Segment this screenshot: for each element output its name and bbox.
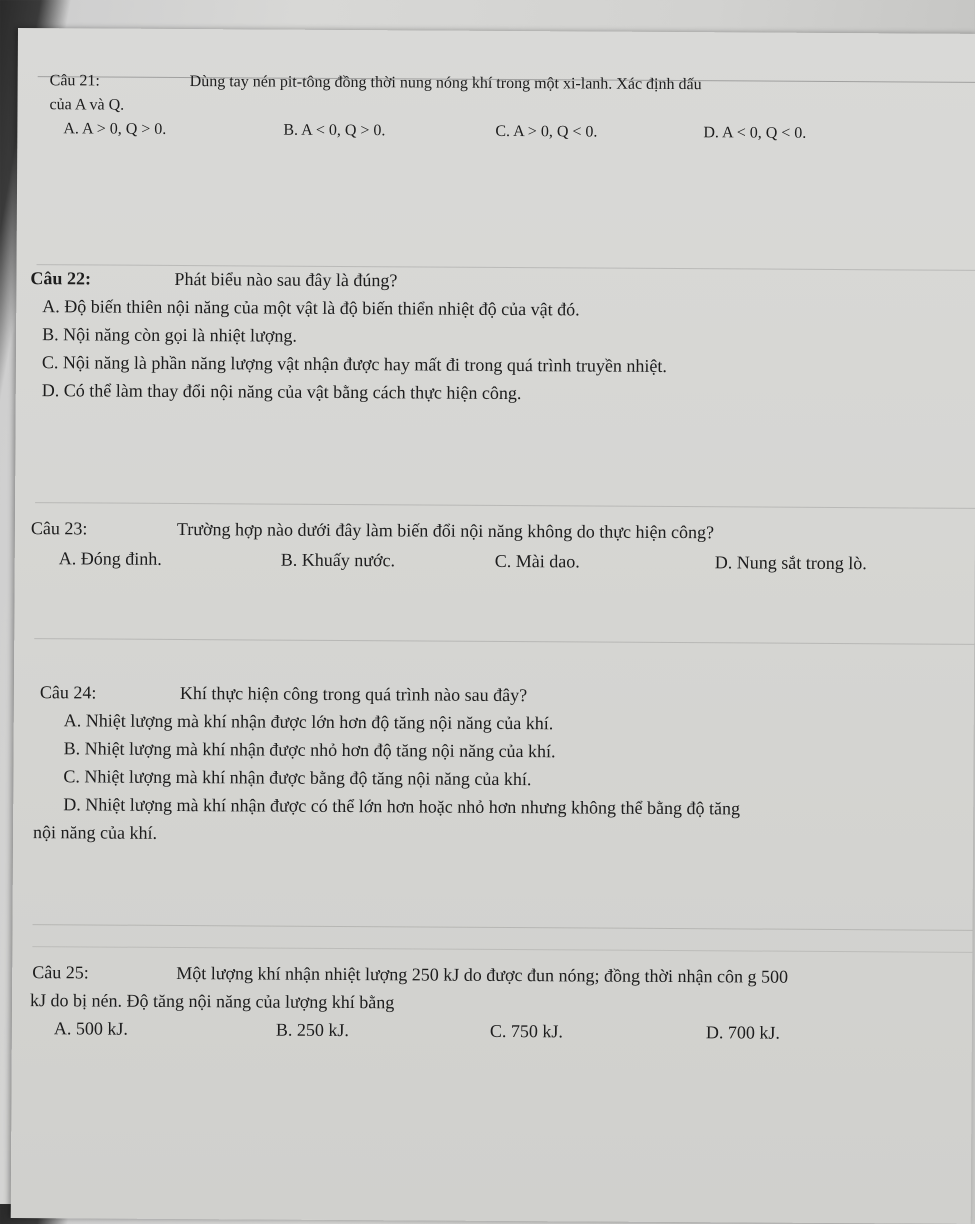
option-b: B. 250 kJ.	[275, 1019, 349, 1041]
option-b: B. Khuấy nước.	[280, 549, 396, 571]
option-c: C. A > 0, Q < 0.	[495, 122, 598, 141]
option-d: D. A < 0, Q < 0.	[703, 124, 807, 142]
option-d-continued: nội năng của khí.	[33, 822, 158, 843]
option-a: A. A > 0, Q > 0.	[63, 120, 167, 138]
option-a: A. Nhiệt lượng mà khí nhận được lớn hơn độ tăng nội năng của khí.	[63, 710, 554, 734]
ruled-line	[32, 946, 972, 953]
option-c: C. 750 kJ.	[489, 1020, 563, 1042]
option-d: D. Nung sắt trong lò.	[714, 552, 867, 574]
ruled-line	[33, 924, 973, 931]
question-stem-continued: của A và Q.	[49, 96, 125, 114]
question-stem: Khí thực hiện công trong quá trình nào sau đây?	[179, 683, 528, 706]
ruled-line	[34, 638, 974, 645]
question-stem-continued: kJ do bị nén. Độ tăng nội năng của lượng khí bằng	[30, 990, 395, 1013]
exam-sheet	[11, 28, 975, 1224]
question-number: Câu 22:	[30, 268, 92, 289]
question-stem: Dùng tay nén pit-tông đồng thời nung nóng khí trong một xi-lanh. Xác định dấu	[189, 73, 702, 94]
option-b: B. Nhiệt lượng mà khí nhận được nhỏ hơn độ tăng nội năng của khí.	[63, 738, 556, 762]
option-d: D. Có thể làm thay đổi nội năng của vật bằng cách thực hiện công.	[41, 380, 522, 404]
question-stem: Phát biểu nào sau đây là đúng?	[174, 268, 398, 291]
question-number: Câu 25:	[32, 962, 89, 983]
ruled-line	[35, 502, 975, 509]
question-stem: Trường hợp nào dưới đây làm biến đổi nội năng không do thực hiện công?	[176, 518, 715, 543]
option-c: C. Nội năng là phần năng lượng vật nhận được hay mất đi trong quá trình truyền nhiệt.	[41, 352, 667, 376]
question-21	[18, 28, 975, 142]
question-stem: Một lượng khí nhận nhiệt lượng 250 kJ do được đun nóng; đồng thời nhận côn g 500	[176, 962, 789, 987]
option-a: A. Đóng đinh.	[58, 548, 162, 569]
option-b: B. Nội năng còn gọi là nhiệt lượng.	[42, 324, 297, 346]
option-a: A. 500 kJ.	[53, 1018, 128, 1039]
question-number: Câu 23:	[30, 518, 88, 539]
option-c: C. Mài dao.	[494, 550, 580, 572]
option-d: D. 700 kJ.	[705, 1022, 780, 1043]
question-number: Câu 21:	[49, 72, 100, 90]
option-d: D. Nhiệt lượng mà khí nhận được có thể lớn hơn hoặc nhỏ hơn nhưng không thể bằng độ tăng	[63, 794, 741, 819]
option-b: B. A < 0, Q > 0.	[283, 121, 386, 140]
option-c: C. Nhiệt lượng mà khí nhận được bằng độ tăng nội năng của khí.	[63, 766, 532, 790]
question-number: Câu 24:	[39, 682, 97, 703]
option-a: A. Độ biến thiên nội năng của một vật là độ biến thiển nhiệt độ của vật đó.	[42, 296, 580, 320]
